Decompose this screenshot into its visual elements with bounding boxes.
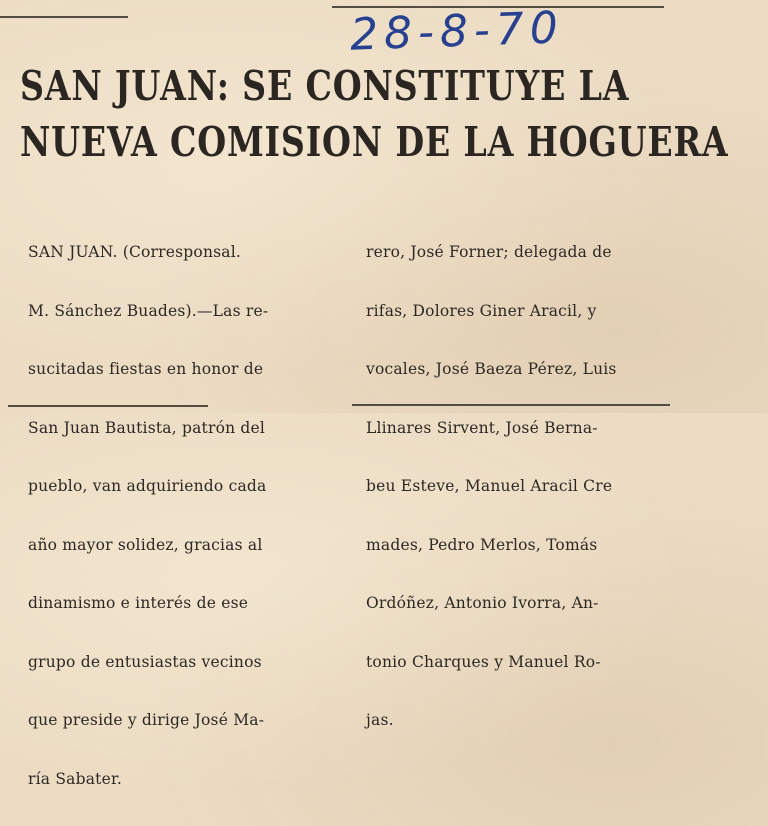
text-line: jas. — [366, 711, 394, 729]
text-line: rifas, Dolores Giner Aracil, y — [366, 301, 597, 320]
text-line: que preside y dirige José Ma- — [28, 711, 265, 729]
bottom-rule-left — [8, 405, 208, 407]
text-line: M. Sánchez Buades).—Las re- — [28, 301, 269, 320]
headline — [20, 58, 729, 170]
handwritten-date: 28-8-70 — [349, 2, 565, 61]
text-line: beu Esteve, Manuel Aracil Cre — [366, 477, 613, 495]
text-line: rero, José Forner; delegada de — [366, 243, 612, 261]
text-line: Llinares Sirvent, José Berna- — [366, 418, 598, 437]
text-line: mades, Pedro Merlos, Tomás — [366, 535, 598, 554]
top-rule-left — [0, 16, 128, 18]
text-line: vocales, José Baeza Pérez, Luis — [366, 360, 617, 378]
article-column-2 — [366, 204, 671, 770]
text-line: sucitadas fiestas en honor de — [28, 360, 264, 378]
text-line: Ordóñez, Antonio Ivorra, An- — [366, 594, 599, 612]
text-line: año mayor solidez, gracias al — [28, 535, 263, 554]
bottom-rule-right — [352, 404, 670, 406]
text-line: dinamismo e interés de ese — [28, 594, 249, 612]
article-column-1 — [28, 204, 333, 826]
text-line: grupo de entusiastas vecinos — [28, 652, 262, 671]
headline-line-1: SAN JUAN: SE CONSTITUYE LA — [20, 62, 630, 110]
text-line: pueblo, van adquiriendo cada — [28, 477, 267, 495]
headline-line-2: NUEVA COMISION DE LA HOGUERA — [20, 118, 729, 166]
text-line: ría Sabater. — [28, 769, 122, 788]
text-line: SAN JUAN. (Corresponsal. — [28, 243, 242, 261]
text-line: tonio Charques y Manuel Ro- — [366, 652, 601, 671]
text-line: San Juan Bautista, patrón del — [28, 418, 266, 437]
